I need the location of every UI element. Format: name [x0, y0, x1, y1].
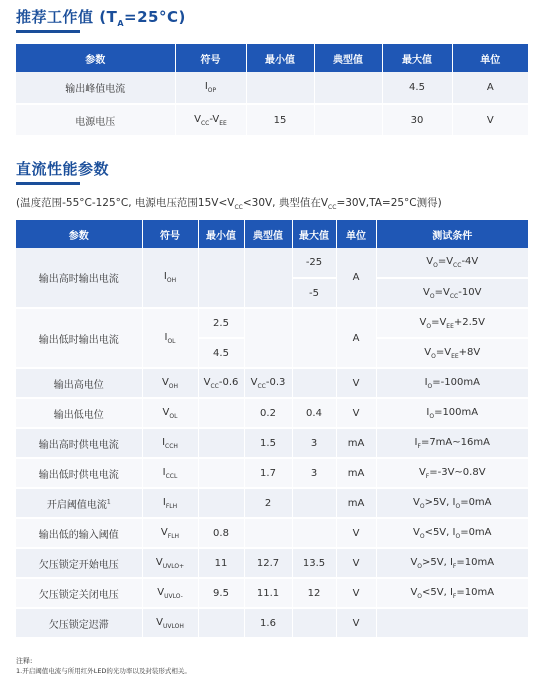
notes-text: 1.开启阈值电流与所用红外LED的光功率以及封装形式相关。 — [16, 667, 191, 675]
table-row — [16, 428, 528, 458]
notes-label: 注释: — [16, 657, 33, 665]
header-symbol: 符号 — [142, 220, 198, 248]
table-row — [16, 548, 528, 578]
table-row — [16, 608, 528, 638]
recommended-table — [16, 44, 528, 137]
header-typ: 典型值 — [244, 220, 292, 248]
typ-cell: 1.7 — [244, 458, 292, 488]
table-row — [16, 488, 528, 518]
param-cell: 输出高电位 — [16, 368, 142, 398]
typ-cell: 12.7 — [244, 548, 292, 578]
header-param: 参数 — [16, 44, 175, 72]
unit-cell: A — [336, 248, 376, 308]
header-min: 最小值 — [246, 44, 314, 72]
table-row — [16, 398, 528, 428]
min-cell — [246, 72, 314, 104]
table-header — [16, 44, 528, 72]
typ-cell — [314, 72, 382, 104]
table-row — [16, 578, 528, 608]
header-symbol: 符号 — [175, 44, 246, 72]
table-row — [16, 248, 528, 278]
symbol-cell: $I_{OP}$ — [175, 72, 246, 104]
condition-cell: $V_O>5V$, $I_F=10mA$ — [376, 548, 528, 578]
unit-cell: mA — [336, 428, 376, 458]
max-cell — [292, 308, 336, 368]
section1-underline — [16, 30, 80, 33]
condition-cell: $I_O=-100mA$ — [376, 368, 528, 398]
condition-cell: $V_O>5V$, $I_O=0mA$ — [376, 488, 528, 518]
max-cell: 12 — [292, 578, 336, 608]
header-unit: 单位 — [336, 220, 376, 248]
min-cell — [198, 488, 244, 518]
symbol-cell: $I_{OL}$ — [142, 308, 198, 368]
max-cell: 0.4 — [292, 398, 336, 428]
unit-cell: V — [336, 368, 376, 398]
typ-cell: 0.2 — [244, 398, 292, 428]
condition-cell: $V_O<5V$, $I_O=0mA$ — [376, 518, 528, 548]
param-cell: 开启阈值电流$^1$ — [16, 488, 142, 518]
unit-cell: V — [336, 578, 376, 608]
symbol-cell: $V_{CC}-V_{EE}$ — [175, 104, 246, 136]
condition-cell: $V_F=-3V\sim 0.8V$ — [376, 458, 528, 488]
param-cell: 输出高时输出电流 — [16, 248, 142, 308]
symbol-cell: $I_{FLH}$ — [142, 488, 198, 518]
symbol-cell: $I_{OH}$ — [142, 248, 198, 308]
symbol-cell: $V_{UVLO-}$ — [142, 578, 198, 608]
max-cell: -25 — [292, 248, 336, 278]
typ-cell: 1.5 — [244, 428, 292, 458]
min-cell: 11 — [198, 548, 244, 578]
header-max: 最大值 — [292, 220, 336, 248]
header-min: 最小值 — [198, 220, 244, 248]
min-cell: 15 — [246, 104, 314, 136]
symbol-cell: $V_{OH}$ — [142, 368, 198, 398]
min-cell: 9.5 — [198, 578, 244, 608]
header-unit: 单位 — [452, 44, 528, 72]
min-cell — [198, 248, 244, 308]
param-cell: 输出低时输出电流 — [16, 308, 142, 368]
typ-cell — [244, 518, 292, 548]
min-cell — [198, 608, 244, 638]
section2-title: 直流性能参数 — [16, 160, 110, 178]
unit-cell: V — [336, 548, 376, 578]
param-cell: 欠压锁定开始电压 — [16, 548, 142, 578]
typ-cell: 11.1 — [244, 578, 292, 608]
min-cell: $V_{CC}-0.6$ — [198, 368, 244, 398]
unit-cell: A — [452, 72, 528, 104]
section1-title: 推荐工作值 $(T_A=25^\circ C)$ — [16, 8, 186, 28]
unit-cell: V — [336, 608, 376, 638]
unit-cell: V — [336, 398, 376, 428]
condition-cell: $I_F=7mA\sim 16mA$ — [376, 428, 528, 458]
max-cell — [292, 368, 336, 398]
param-cell: 输出低时供电电流 — [16, 458, 142, 488]
unit-cell: mA — [336, 458, 376, 488]
typ-cell: 1.6 — [244, 608, 292, 638]
max-cell — [292, 488, 336, 518]
param-cell: 欠压锁定关闭电压 — [16, 578, 142, 608]
unit-cell: V — [452, 104, 528, 136]
typ-cell: 2 — [244, 488, 292, 518]
param-cell: 输出低电位 — [16, 398, 142, 428]
min-cell — [198, 428, 244, 458]
min-cell: 4.5 — [198, 338, 244, 368]
section2-underline — [16, 182, 80, 185]
max-cell: 30 — [382, 104, 452, 136]
symbol-cell: $V_{OL}$ — [142, 398, 198, 428]
condition-cell: $I_O=100mA$ — [376, 398, 528, 428]
typ-cell — [314, 104, 382, 136]
table-row — [16, 368, 528, 398]
condition-cell: $V_O=V_{EE}+8V$ — [376, 338, 528, 368]
table-row — [16, 72, 528, 104]
max-cell: 3 — [292, 458, 336, 488]
min-cell: 0.8 — [198, 518, 244, 548]
header-param: 参数 — [16, 220, 142, 248]
condition-cell: $V_O=V_{CC}-10V$ — [376, 278, 528, 308]
typ-cell — [244, 308, 292, 368]
symbol-cell: $V_{UVLO+}$ — [142, 548, 198, 578]
table-row — [16, 104, 528, 136]
condition-cell: $V_O=V_{EE}+2.5V$ — [376, 308, 528, 338]
typ-cell — [244, 248, 292, 308]
max-cell — [292, 608, 336, 638]
param-cell: 输出高时供电电流 — [16, 428, 142, 458]
table-header — [16, 220, 528, 248]
min-cell — [198, 458, 244, 488]
param-cell: 电源电压 — [16, 104, 175, 136]
symbol-cell: $V_{FLH}$ — [142, 518, 198, 548]
table-row — [16, 518, 528, 548]
param-cell: 欠压锁定迟滞 — [16, 608, 142, 638]
max-cell: -5 — [292, 278, 336, 308]
unit-cell: V — [336, 518, 376, 548]
symbol-cell: $I_{CCH}$ — [142, 428, 198, 458]
condition-cell: $V_O<5V$, $I_F=10mA$ — [376, 578, 528, 608]
max-cell: 3 — [292, 428, 336, 458]
unit-cell: A — [336, 308, 376, 368]
table-row — [16, 308, 528, 338]
max-cell: 4.5 — [382, 72, 452, 104]
dc-performance-table — [16, 220, 528, 639]
header-condition: 测试条件 — [376, 220, 528, 248]
param-cell: 输出峰值电流 — [16, 72, 175, 104]
condition-cell: $V_O=V_{CC}-4V$ — [376, 248, 528, 278]
min-cell: 2.5 — [198, 308, 244, 338]
header-max: 最大值 — [382, 44, 452, 72]
table-row — [16, 458, 528, 488]
header-typ: 典型值 — [314, 44, 382, 72]
typ-cell: $V_{CC}-0.3$ — [244, 368, 292, 398]
unit-cell: mA — [336, 488, 376, 518]
symbol-cell: $V_{UVLOH}$ — [142, 608, 198, 638]
param-cell: 输出低的输入阈值 — [16, 518, 142, 548]
max-cell — [292, 518, 336, 548]
max-cell: 13.5 — [292, 548, 336, 578]
min-cell — [198, 398, 244, 428]
symbol-cell: $I_{CCL}$ — [142, 458, 198, 488]
test-conditions-note: (温度范围-55°C-125°C, 电源电压范围$15V<V_{CC}<30V$, 典型值在$V_{CC}=30V,TA=25^\circ C$测得) — [16, 197, 442, 212]
condition-cell — [376, 608, 528, 638]
